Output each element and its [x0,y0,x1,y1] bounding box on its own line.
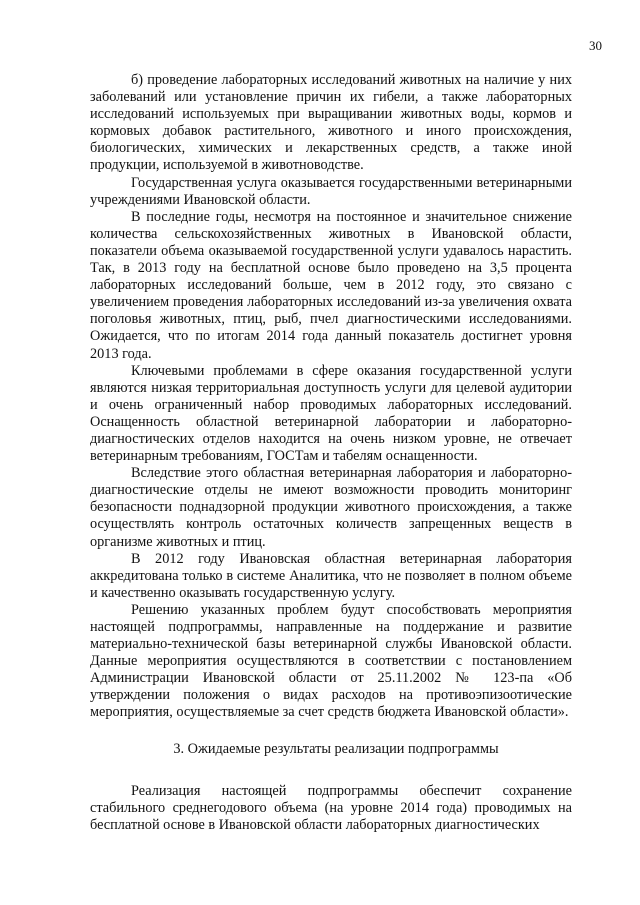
paragraph-lab-research: б) проведение лабораторных исследований животных на наличие у них заболеваний или установление причин их гибели, а также лабораторных исследований используемых при выращивании животных воды, кормов и кормовых добавок растительного, животного и иного происхождения, биологических, химических и лекарственных средств, а также иной продукции, используемой в животноводстве. [90,72,572,174]
section-heading: 3. Ожидаемые результаты реализации подпрограммы [173,740,499,757]
paragraph-expected-results: Реализация настоящей подпрограммы обеспечит сохранение стабильного среднегодового объема (на уровне 2014 года) проводимых на бесплатной основе в Ивановской области лабораторных диагностических [90,782,572,833]
paragraph-consequences: Вследствие этого областная ветеринарная лаборатория и лабораторно-диагностические отделы не имеют возможности проводить мониторинг безопасности поднадзорной продукции животного происхождения, а также осуществлять контроль остаточных количеств запрещенных веществ в организме животных и птиц. [90,465,572,550]
paragraph-service-providers: Государственная услуга оказывается государственными ветеринарными учреждениями Ивановской области. [90,174,572,208]
page-number: 30 [589,38,602,53]
paragraph-accreditation: В 2012 году Ивановская областная ветеринарная лаборатория аккредитована только в системе Аналитика, что не позволяет в полном объеме и качественно оказывать государственную услугу. [90,550,572,601]
document-body [90,72,572,834]
paragraph-solutions: Решению указанных проблем будут способствовать мероприятия настоящей подпрограммы, направленные на поддержание и развитие материально-технической базы ветеринарной службы Ивановской области. Данные мероприятия осуществляются в соответствии с постановлением Администрации Ивановской области от 25.11.2002 № 123-па «Об утверждении положения о видах расходов на противоэпизоотические мероприятия, осуществляемые за счет средств бюджета Ивановской области». [90,601,572,721]
paragraph-key-problems: Ключевыми проблемами в сфере оказания государственной услуги являются низкая территориальная доступность услуги для целевой аудитории и очень ограниченный набор проводимых лабораторных исследований. Оснащенность областной ветеринарной лаборатории и лабораторно-диагностических отделов находится на очень низком уровне, не отвечает ветеринарным требованиям, ГОСТам и табелям оснащенности. [90,362,572,465]
paragraph-recent-years: В последние годы, несмотря на постоянное и значительное снижение количества сельскохозяйственных животных в Ивановской области, показатели объема оказываемой государственной услуги удавалось нарастить. Так, в 2013 году на бесплатной основе было проведено на 3,5 процента лабораторных исследований больше, чем в 2012 году, это связано с увеличением проведения лабораторных исследований из-за увеличения охвата поголовья животных, птиц, рыб, пчел диагностическими исследованиями. Ожидается, что по итогам 2014 года данный показатель достигнет уровня 2013 года. [90,208,572,362]
